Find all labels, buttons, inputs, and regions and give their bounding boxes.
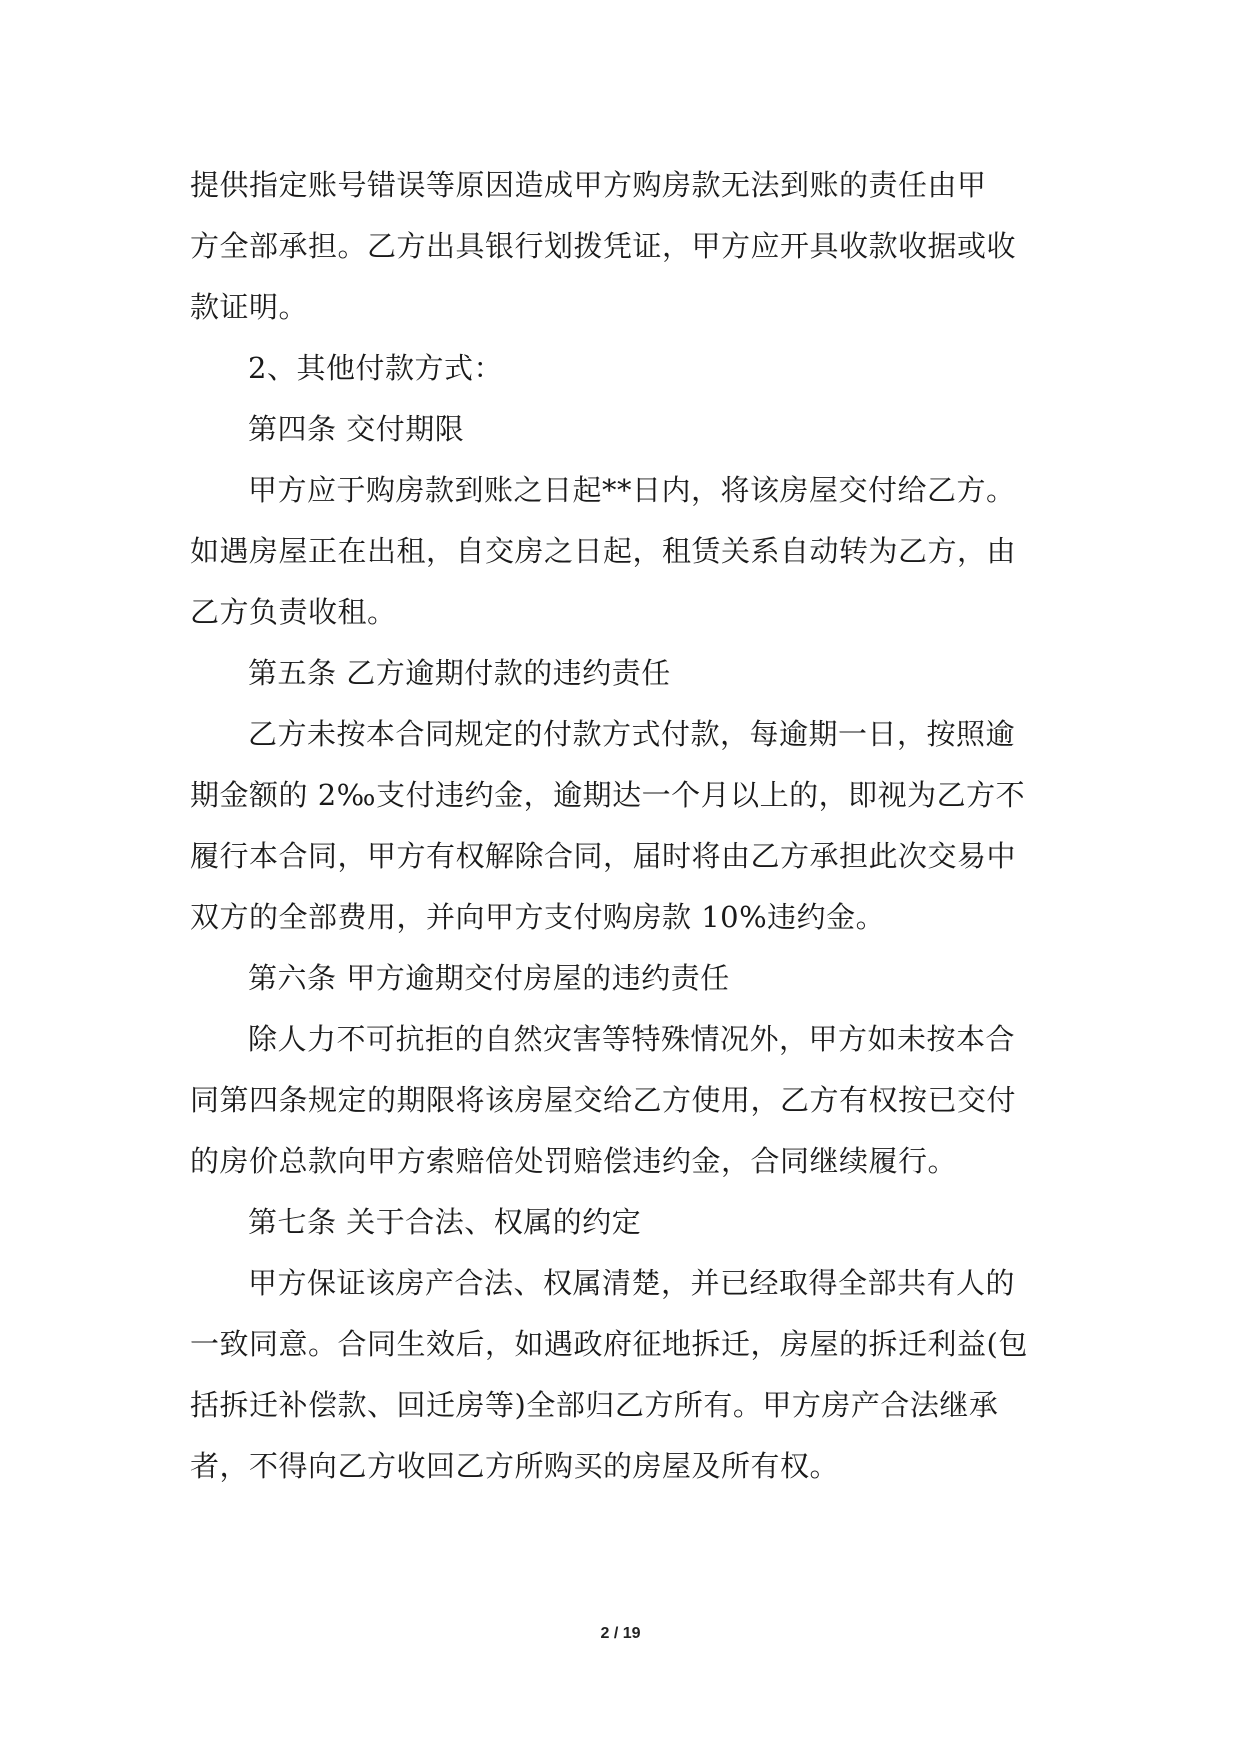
text-line: 如遇房屋正在出租，自交房之日起，租赁关系自动转为乙方，由: [190, 534, 1017, 568]
text-line: 除人力不可抗拒的自然灾害等特殊情况外，甲方如未按本合: [248, 1022, 1016, 1056]
text-line: 乙方负责收租。: [190, 595, 397, 629]
text-line: 甲方保证该房产合法、权属清楚，并已经取得全部共有人的: [248, 1266, 1016, 1300]
page-number: 2 / 19: [600, 1625, 641, 1642]
text-line: 第七条 关于合法、权属的约定: [248, 1205, 642, 1239]
text-line: 款证明。: [190, 290, 309, 324]
text-line: 第五条 乙方逾期付款的违约责任: [248, 656, 671, 690]
text-line: 的房价总款向甲方索赔倍处罚赔偿违约金，合同继续履行。: [190, 1144, 958, 1178]
text-line: 方全部承担。乙方出具银行划拨凭证，甲方应开具收款收据或收: [190, 229, 1017, 263]
text-line: 第四条 交付期限: [248, 412, 465, 446]
document-body: [190, 155, 1058, 1497]
text-line: 期金额的 2‰支付违约金，逾期达一个月以上的，即视为乙方不: [190, 778, 1026, 812]
text-line: 乙方未按本合同规定的付款方式付款，每逾期一日，按照逾: [248, 717, 1016, 751]
text-line: 同第四条规定的期限将该房屋交给乙方使用，乙方有权按已交付: [190, 1083, 1017, 1117]
text-line: 一致同意。合同生效后，如遇政府征地拆迁，房屋的拆迁利益(包: [190, 1327, 1028, 1361]
text-line: 第六条 甲方逾期交付房屋的违约责任: [248, 961, 730, 995]
text-line: 括拆迁补偿款、回迁房等)全部归乙方所有。甲方房产合法继承: [190, 1388, 999, 1422]
text-line: 2、其他付款方式：: [248, 351, 503, 385]
text-line: 双方的全部费用，并向甲方支付购房款 10%违约金。: [190, 900, 886, 934]
text-line: 履行本合同，甲方有权解除合同，届时将由乙方承担此次交易中: [190, 839, 1017, 873]
text-line: 甲方应于购房款到账之日起**日内，将该房屋交付给乙方。: [248, 473, 1016, 507]
text-line: 提供指定账号错误等原因造成甲方购房款无法到账的责任由甲: [190, 168, 987, 202]
text-line: 者，不得向乙方收回乙方所购买的房屋及所有权。: [190, 1449, 840, 1483]
